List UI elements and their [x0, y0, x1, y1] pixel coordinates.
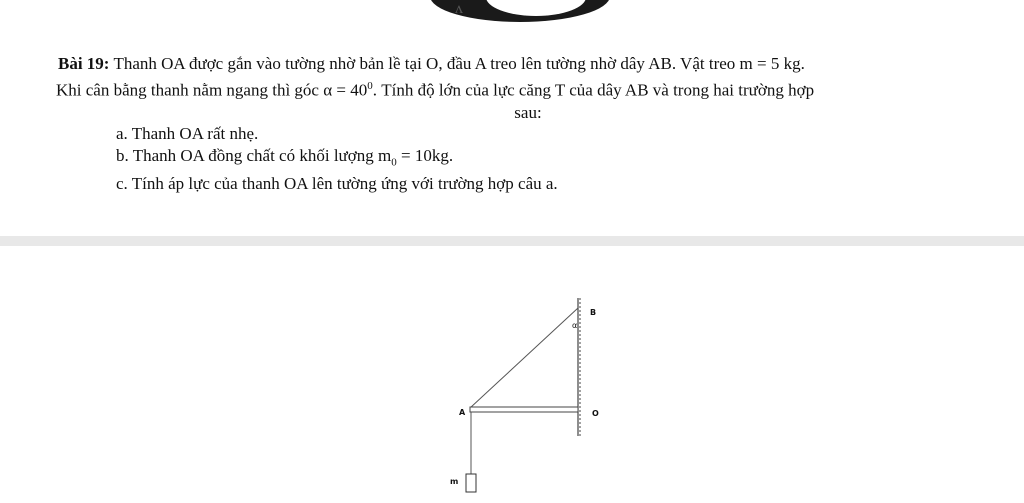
top-mark: ᴧ — [455, 0, 463, 17]
label-b: B — [590, 308, 597, 317]
problem-line-2-b: . Tính độ lớn của lực căng T của dây AB và trong hai trường hợp — [372, 80, 815, 100]
string-ab — [470, 308, 578, 408]
item-c: c. Tính áp lực của thanh OA lên tường ứng với trường hợp câu a. — [116, 174, 558, 194]
problem-line-1-text: Thanh OA được gắn vào tường nhờ bản lề tại O, đầu A treo lên tường nhờ dây AB. Vật treo m = 5 kg. — [113, 54, 805, 73]
item-b-text: b. Thanh OA đồng chất có khối lượng m — [116, 146, 392, 165]
mass-block — [466, 474, 476, 492]
item-b — [116, 145, 558, 173]
label-a: A — [459, 408, 466, 417]
item-a: a. Thanh OA rất nhẹ. — [116, 124, 259, 143]
rod-oa — [470, 407, 578, 412]
problem-line-2-a: Khi cân bằng thanh nằm ngang thì góc α = 40 — [56, 80, 368, 100]
degree-superscript: 0 — [367, 80, 373, 92]
label-o: O — [592, 409, 599, 418]
item-b-subscript: 0 — [391, 156, 397, 169]
problem-line-3: sau: — [514, 102, 542, 122]
problem-statement — [58, 53, 998, 124]
physics-diagram — [430, 290, 630, 498]
diagram-svg — [430, 290, 630, 498]
problem-line-2 — [56, 75, 998, 102]
sub-questions — [116, 123, 558, 195]
problem-line-1 — [58, 53, 998, 75]
label-alpha: α — [572, 321, 578, 330]
problem-title: Bài 19: — [58, 54, 110, 73]
item-b-value: = 10kg. — [396, 146, 454, 165]
label-m: m — [450, 477, 459, 486]
section-divider — [0, 236, 1024, 246]
